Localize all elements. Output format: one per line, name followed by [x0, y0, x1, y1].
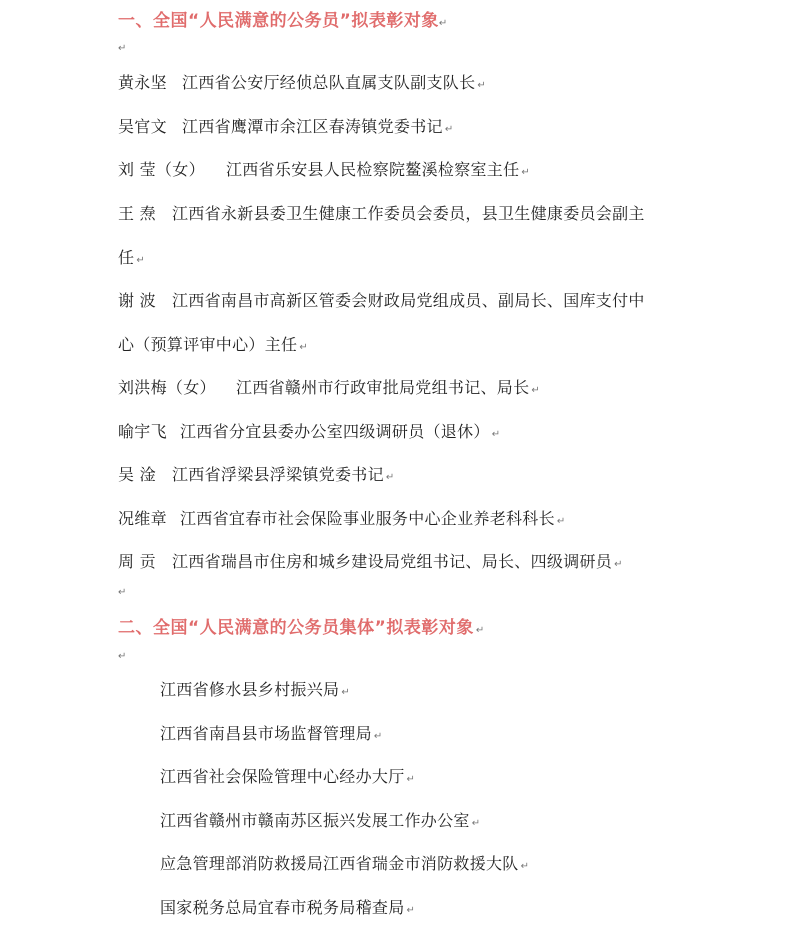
- group-name: 江西省南昌县市场监督管理局: [160, 724, 372, 743]
- paragraph-mark-icon: ↵: [136, 255, 145, 266]
- paragraph-mark-icon: ↵: [341, 687, 350, 698]
- group-name: 江西省赣州市赣南苏区振兴发展工作办公室: [160, 811, 470, 830]
- person-name: 喻宇飞: [118, 422, 167, 441]
- person-entry: [118, 201, 645, 224]
- paragraph-mark-icon: ↵: [614, 559, 623, 570]
- person-name: 刘 莹（女）: [118, 160, 205, 179]
- paragraph-mark-icon: ↵: [299, 342, 308, 353]
- paragraph-mark-icon: ↵: [477, 80, 487, 91]
- person-name: 吴 淦: [118, 465, 156, 484]
- person-name: 况维章: [118, 509, 167, 528]
- section-2-heading: [118, 613, 485, 638]
- person-post: 江西省南昌市高新区管委会财政局党组成员、副局长、国库支付中: [172, 291, 645, 310]
- group-name: 江西省社会保险管理中心经办大厅: [160, 767, 405, 786]
- paragraph-mark-icon: ↵: [475, 625, 485, 636]
- group-entry: [160, 808, 480, 831]
- paragraph-mark-icon: ↵: [385, 472, 395, 483]
- section-2-heading-text: 二、全国“人民满意的公务员集体”拟表彰对象: [118, 618, 474, 638]
- person-entry-continuation: [118, 332, 308, 355]
- paragraph-mark-icon: ↵: [520, 861, 530, 872]
- paragraph-mark-icon: ↵: [556, 516, 566, 527]
- person-post: 江西省鹰潭市余江区春涛镇党委书记: [182, 117, 443, 136]
- person-name: 刘洪梅（女）: [118, 378, 216, 397]
- person-post-continuation: 任: [118, 248, 135, 267]
- person-post: 江西省乐安县人民检察院鳌溪检察室主任: [226, 160, 520, 179]
- paragraph-mark-icon: ↵: [373, 731, 383, 742]
- section-1-heading-text: 一、全国“人民满意的公务员”拟表彰对象: [118, 11, 439, 31]
- person-post-continuation: 心（预算评审中心）主任: [118, 335, 298, 354]
- paragraph-mark-icon: ↵: [444, 124, 454, 135]
- group-entry: [160, 677, 350, 700]
- person-post: 江西省公安厅经侦总队直属支队副支队长: [182, 73, 476, 92]
- person-post: 江西省宜春市社会保险事业服务中心企业养老科科长: [180, 509, 555, 528]
- group-name: 国家税务总局宜春市税务局稽查局: [160, 898, 405, 917]
- group-entry: [160, 764, 415, 787]
- person-post: 江西省浮梁县浮梁镇党委书记: [172, 465, 384, 484]
- person-entry: [118, 114, 454, 137]
- paragraph-mark-icon: ↵: [118, 43, 127, 54]
- person-post: 江西省永新县委卫生健康工作委员会委员，县卫生健康委员会副主: [172, 204, 645, 223]
- paragraph-mark-icon: ↵: [521, 167, 531, 178]
- person-entry: [118, 157, 530, 180]
- group-entry: [160, 895, 415, 918]
- paragraph-mark-icon: ↵: [118, 587, 127, 598]
- paragraph-mark-icon: ↵: [118, 651, 127, 662]
- group-name: 应急管理部消防救援局江西省瑞金市消防救援大队: [160, 854, 519, 873]
- person-name: 谢 波: [118, 291, 156, 310]
- person-entry-continuation: [118, 245, 145, 268]
- person-entry: [118, 288, 645, 311]
- paragraph-mark-icon: ↵: [438, 18, 448, 29]
- person-name: 黄永坚: [118, 73, 167, 92]
- person-entry: [118, 462, 395, 485]
- person-entry: [118, 375, 540, 398]
- group-entry: [160, 721, 383, 744]
- section-1-heading: [118, 6, 448, 31]
- person-name: 周 贡: [118, 552, 156, 571]
- person-name: 王 焘: [118, 204, 156, 223]
- person-entry: [118, 419, 500, 442]
- group-name: 江西省修水县乡村振兴局: [160, 680, 340, 699]
- person-entry: [118, 549, 623, 572]
- paragraph-mark-icon: ↵: [531, 385, 541, 396]
- group-entry: [160, 851, 529, 874]
- person-post: 江西省赣州市行政审批局党组书记、局长: [236, 378, 530, 397]
- paragraph-mark-icon: ↵: [491, 429, 501, 440]
- person-post: 江西省瑞昌市住房和城乡建设局党组书记、局长、四级调研员: [172, 552, 613, 571]
- paragraph-mark-icon: ↵: [471, 818, 481, 829]
- person-entry: [118, 70, 486, 93]
- person-entry: [118, 506, 566, 529]
- person-post: 江西省分宜县委办公室四级调研员（退休）: [180, 422, 490, 441]
- paragraph-mark-icon: ↵: [406, 774, 416, 785]
- paragraph-mark-icon: ↵: [406, 905, 416, 916]
- person-name: 吴官文: [118, 117, 167, 136]
